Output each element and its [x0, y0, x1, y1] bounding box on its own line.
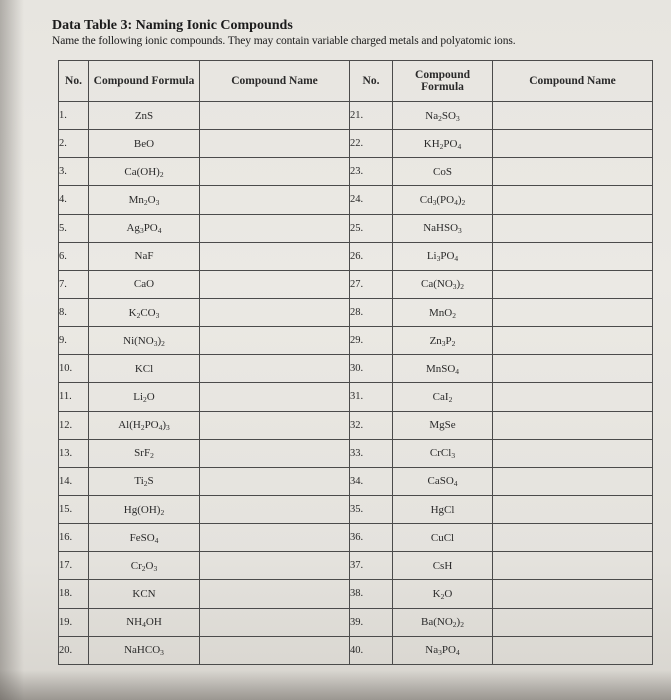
compound-name-field-left[interactable] [200, 102, 350, 130]
row-number-left: 3. [59, 158, 89, 186]
compound-formula-left: ZnS [89, 102, 200, 130]
compound-name-field-left[interactable] [200, 130, 350, 158]
table-body [59, 102, 653, 665]
table-row [59, 214, 653, 242]
compound-name-field-left[interactable] [200, 242, 350, 270]
compound-formula-right: $KH_2PO_4$ [393, 130, 493, 158]
compound-name-field-right[interactable] [493, 580, 653, 608]
table-row [59, 186, 653, 214]
compound-formula-left: $Al(H_2PO_4)_3$ [89, 411, 200, 439]
row-number-right: 35. [350, 495, 393, 523]
compound-formula-right: MgSe [393, 411, 493, 439]
table-row [59, 327, 653, 355]
compound-name-field-left[interactable] [200, 383, 350, 411]
table-row [59, 270, 653, 298]
compound-name-field-right[interactable] [493, 298, 653, 326]
table-row [59, 355, 653, 383]
table-row [59, 552, 653, 580]
compound-name-field-right[interactable] [493, 214, 653, 242]
row-number-right: 29. [350, 327, 393, 355]
header-no-right: No. [350, 61, 393, 102]
row-number-right: 40. [350, 636, 393, 664]
row-number-left: 13. [59, 439, 89, 467]
compound-name-field-left[interactable] [200, 467, 350, 495]
compound-formula-left: KCN [89, 580, 200, 608]
row-number-right: 38. [350, 580, 393, 608]
table-row [59, 411, 653, 439]
table-row [59, 580, 653, 608]
row-number-right: 34. [350, 467, 393, 495]
row-number-left: 20. [59, 636, 89, 664]
row-number-left: 10. [59, 355, 89, 383]
compound-name-field-right[interactable] [493, 158, 653, 186]
compound-name-field-left[interactable] [200, 355, 350, 383]
compound-formula-left: $Ag_3PO_4$ [89, 214, 200, 242]
worksheet-instructions: Name the following ionic compounds. They may contain variable charged metals and polyatomic ions. [52, 35, 516, 47]
compound-name-field-right[interactable] [493, 411, 653, 439]
compound-formula-left: SrF$_2$ [89, 439, 200, 467]
worksheet-title: Data Table 3: Naming Ionic Compounds [52, 18, 293, 33]
compound-name-field-left[interactable] [200, 186, 350, 214]
row-number-left: 14. [59, 467, 89, 495]
row-number-right: 30. [350, 355, 393, 383]
row-number-left: 15. [59, 495, 89, 523]
compound-formula-right: $Zn_3P_2$ [393, 327, 493, 355]
compound-formula-left: BeO [89, 130, 200, 158]
header-name-left: Compound Name [200, 61, 350, 102]
row-number-left: 8. [59, 298, 89, 326]
naming-table [58, 60, 653, 665]
compound-name-field-left[interactable] [200, 327, 350, 355]
compound-formula-left: FeSO$_4$ [89, 524, 200, 552]
compound-name-field-right[interactable] [493, 270, 653, 298]
row-number-left: 11. [59, 383, 89, 411]
row-number-left: 12. [59, 411, 89, 439]
row-number-left: 7. [59, 270, 89, 298]
row-number-right: 36. [350, 524, 393, 552]
compound-formula-left: $Cr_2O_3$ [89, 552, 200, 580]
row-number-right: 22. [350, 130, 393, 158]
compound-formula-right: $Ca(NO_3)_2$ [393, 270, 493, 298]
compound-formula-left: $Mn_2O_3$ [89, 186, 200, 214]
table-row [59, 298, 653, 326]
compound-formula-right: MnO$_2$ [393, 298, 493, 326]
compound-formula-right: $Li_3PO_4$ [393, 242, 493, 270]
table-row [59, 439, 653, 467]
row-number-right: 25. [350, 214, 393, 242]
table-row [59, 467, 653, 495]
compound-name-field-right[interactable] [493, 439, 653, 467]
compound-formula-right: CrCl$_3$ [393, 439, 493, 467]
compound-formula-left: $NH_4OH$ [89, 608, 200, 636]
header-formula-right: Compound Formula [393, 61, 493, 102]
row-number-right: 27. [350, 270, 393, 298]
row-number-left: 16. [59, 524, 89, 552]
naming-table-container [58, 60, 652, 665]
compound-name-field-right[interactable] [493, 608, 653, 636]
table-row [59, 242, 653, 270]
row-number-right: 33. [350, 439, 393, 467]
row-number-left: 19. [59, 608, 89, 636]
table-row [59, 130, 653, 158]
compound-formula-left: $Ca(OH)_2$ [89, 158, 200, 186]
compound-name-field-left[interactable] [200, 580, 350, 608]
compound-formula-left: $Ni(NO_3)_2$ [89, 327, 200, 355]
row-number-left: 17. [59, 552, 89, 580]
row-number-left: 2. [59, 130, 89, 158]
compound-formula-left: $K_2CO_3$ [89, 298, 200, 326]
row-number-left: 18. [59, 580, 89, 608]
header-name-right: Compound Name [493, 61, 653, 102]
compound-formula-left: NaHCO$_3$ [89, 636, 200, 664]
compound-formula-left: KCl [89, 355, 200, 383]
compound-name-field-left[interactable] [200, 552, 350, 580]
row-number-right: 37. [350, 552, 393, 580]
compound-name-field-left[interactable] [200, 298, 350, 326]
compound-formula-left: $Ti_2S$ [89, 467, 200, 495]
compound-name-field-right[interactable] [493, 636, 653, 664]
row-number-right: 23. [350, 158, 393, 186]
compound-formula-right: MnSO$_4$ [393, 355, 493, 383]
compound-formula-right: $Ba(NO_2)_2$ [393, 608, 493, 636]
photo-shadow-bottom [0, 670, 671, 700]
compound-formula-right: $Cd_3(PO_4)_2$ [393, 186, 493, 214]
row-number-right: 39. [350, 608, 393, 636]
row-number-left: 1. [59, 102, 89, 130]
table-row [59, 383, 653, 411]
compound-formula-right: $Na_3PO_4$ [393, 636, 493, 664]
compound-name-field-left[interactable] [200, 411, 350, 439]
row-number-right: 26. [350, 242, 393, 270]
table-header-row [59, 61, 653, 102]
table-row [59, 636, 653, 664]
compound-formula-right: CuCl [393, 524, 493, 552]
compound-formula-left: $Li_2O$ [89, 383, 200, 411]
compound-formula-left: NaF [89, 242, 200, 270]
compound-name-field-right[interactable] [493, 495, 653, 523]
header-formula-left: Compound Formula [89, 61, 200, 102]
table-row [59, 524, 653, 552]
table-row [59, 158, 653, 186]
compound-formula-right: CaI$_2$ [393, 383, 493, 411]
compound-name-field-left[interactable] [200, 270, 350, 298]
photo-shadow-left [0, 0, 24, 700]
compound-name-field-right[interactable] [493, 102, 653, 130]
compound-formula-right: HgCl [393, 495, 493, 523]
header-no-left: No. [59, 61, 89, 102]
table-row [59, 495, 653, 523]
compound-name-field-right[interactable] [493, 130, 653, 158]
compound-name-field-left[interactable] [200, 608, 350, 636]
compound-name-field-left[interactable] [200, 158, 350, 186]
compound-formula-left: $Hg(OH)_2$ [89, 495, 200, 523]
compound-name-field-right[interactable] [493, 186, 653, 214]
compound-formula-right: NaHSO$_3$ [393, 214, 493, 242]
compound-name-field-left[interactable] [200, 636, 350, 664]
compound-name-field-left[interactable] [200, 495, 350, 523]
row-number-right: 21. [350, 102, 393, 130]
row-number-left: 9. [59, 327, 89, 355]
row-number-right: 28. [350, 298, 393, 326]
compound-formula-right: CoS [393, 158, 493, 186]
row-number-right: 24. [350, 186, 393, 214]
compound-formula-right: $K_2O$ [393, 580, 493, 608]
compound-formula-right: CaSO$_4$ [393, 467, 493, 495]
compound-name-field-right[interactable] [493, 552, 653, 580]
compound-name-field-right[interactable] [493, 383, 653, 411]
compound-formula-right: $Na_2SO_3$ [393, 102, 493, 130]
compound-name-field-right[interactable] [493, 467, 653, 495]
compound-name-field-right[interactable] [493, 242, 653, 270]
compound-name-field-left[interactable] [200, 524, 350, 552]
row-number-right: 32. [350, 411, 393, 439]
row-number-left: 6. [59, 242, 89, 270]
compound-name-field-left[interactable] [200, 439, 350, 467]
row-number-left: 5. [59, 214, 89, 242]
table-row [59, 102, 653, 130]
compound-name-field-right[interactable] [493, 524, 653, 552]
table-row [59, 608, 653, 636]
row-number-left: 4. [59, 186, 89, 214]
compound-name-field-right[interactable] [493, 327, 653, 355]
compound-name-field-left[interactable] [200, 214, 350, 242]
compound-formula-left: CaO [89, 270, 200, 298]
compound-name-field-right[interactable] [493, 355, 653, 383]
row-number-right: 31. [350, 383, 393, 411]
compound-formula-right: CsH [393, 552, 493, 580]
